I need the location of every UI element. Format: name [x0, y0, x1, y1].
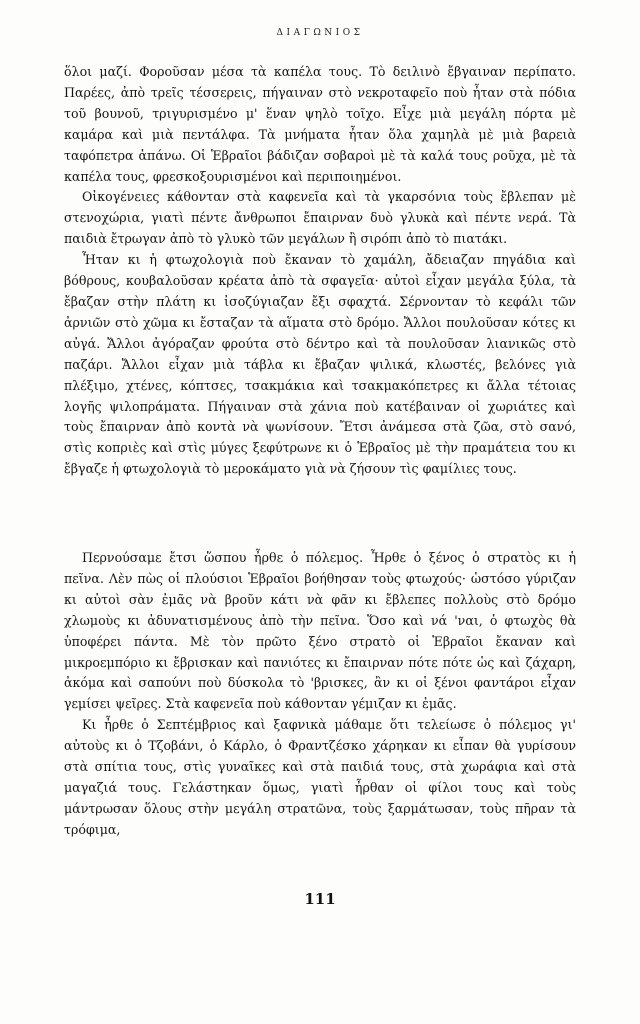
paragraph: Περνούσαμε ἔτσι ὥσπου ἦρθε ὁ πόλεμος. Ἦρθε ὁ ξένος ὁ στρατὸς κι ἡ πεῖνα. Λὲν πὼς οἱ πλούσιοι Ἑβραῖοι βοήθησαν τοὺς φτωχούς· ὡστόσο γύριζαν κι αὐτοὶ σὰν ἐμᾶς νὰ βροῦν κάτι νὰ φᾶν κι ἔβλεπες πολλοὺς στὸ δρόμο χλωμοὺς κι ἀδυνατισμένους ἀπὸ τὴν πεῖνα. Ὅσο καὶ νά 'ναι, ὁ φτωχὸς θὰ ὑποφέρει πάντα. Μὲ τὸν πρῶτο ξένο στρατὸ οἱ Ἑβραῖοι ἔκαναν καὶ μικροεμπόριο κι ἔβρισκαν καὶ πανιότες κι ἔπαιρναν πότε πότε ὡς καὶ ζάχαρη, ἀκόμα καὶ σαπούνι ποὺ δύσκολα τὸ 'βρισκες, ἂν κι οἱ ξένοι φαντάροι εἶχαν γεμίσει ψεῖρες. Στὰ καφενεῖα ποὺ κάθονταν γέμιζαν κι ἐμᾶς.: [64, 550, 576, 712]
paragraph: Κι ἦρθε ὁ Σεπτέμβριος καὶ ξαφνικὰ μάθαμε ὅτι τελείωσε ὁ πόλεμος γι' αὐτοὺς κι ὁ Τζοβάνι, ὁ Κάρλο, ὁ Φραντζέσκο χάρηκαν κι εἶπαν θὰ γυρίσουν στὰ σπίτια τους, στὶς γυναῖκες καὶ στὰ παιδιά τους, στὰ χωράφια καὶ στὰ μαγαζιά τους. Γελάστηκαν ὅμως, γιατὶ ἦρθαν οἱ φίλοι τους καὶ τοὺς μάντρωσαν ὅλους στὴν μεγάλη στρατῶνα, τοὺς ξαρμάτωσαν, τοὺς πῆραν τὰ τρόφιμα,: [64, 717, 576, 837]
text-section-1: [64, 62, 576, 480]
paragraph: Οἰκογένειες κάθονταν στὰ καφενεῖα καὶ τὰ γκαρσόνια τοὺς ἔβλεπαν μὲ στενοχώρια, γιατὶ πέντε ἄνθρωποι ἔπαιρναν δυὸ γλυκὰ καὶ πέντε νερά. Τὰ παιδιὰ ἔτρωγαν ἀπὸ τὸ γλυκὸ τῶν μεγάλων ἢ σιρόπι ἀπὸ τὸ πιατάκι.: [64, 189, 576, 247]
paragraph: ὅλοι μαζί. Φοροῦσαν μέσα τὰ καπέλα τους. Τὸ δειλινὸ ἔβγαιναν περίπατο. Παρέες, ἀπὸ τρεῖς τέσσερεις, πήγαιναν στὸ νεκροταφεῖο ποὺ ἦταν στὰ πόδια τοῦ βουνοῦ, τριγυρισμένο μ' ἕναν ψηλὸ τοῖχο. Εἶχε μιὰ μεγάλη πόρτα μὲ καμάρα καὶ μιὰ πεντάλφα. Τὰ μνήματα ἦταν ὅλα χαμηλὰ μὲ μιὰ βαρειὰ ταφόπετρα ἀπάνω. Οἱ Ἑβραῖοι βάδιζαν σοβαροὶ μὲ τὰ καλά τους ροῦχα, μὲ τὰ καπέλα τους, φρεσκοξουρισμένοι καὶ περιποιημένοι.: [64, 64, 576, 184]
text-section-2: [64, 548, 576, 841]
running-head: ΔΙΑΓΩΝΙΟΣ: [276, 28, 364, 38]
paragraph: Ἦταν κι ἡ φτωχολογιὰ ποὺ ἔκαναν τὸ χαμάλη, ἄδειαζαν πηγάδια καὶ βόθρους, κουβαλοῦσαν κρέατα ἀπὸ τὰ σφαγεῖα· αὐτοὶ εἶχαν μεγάλα ξύλα, τὰ ἔβαζαν στὴν πλάτη κι ἰσοζύγιαζαν ἔξι σφαχτά. Σέρνονταν τὸ κεφάλι τῶν ἀρνιῶν στὸ χῶμα κι ἔσταζαν τὰ αἵματα στὸ δρόμο. Ἄλλοι πουλοῦσαν κότες κι αὐγά. Ἄλλοι ἀγόραζαν φρούτα στὸ δέντρο καὶ τὰ πουλοῦσαν λιανικῶς στὸ παζάρι. Ἄλλοι εἶχαν μιὰ τάβλα κι ἔβαζαν ψιλικά, κλωστές, βελόνες γιὰ πλέξιμο, χτένες, κόπτσες, τσακμάκια καὶ τσακμακόπετρες κι ἄλλα τέτοιας λογῆς ψιλοπράματα. Πήγαιναν στὰ χάνια ποὺ κατέβαιναν οἱ χωριάτες καὶ τοὺς ἔπαιρναν ἀπὸ κοντὰ νὰ ψωνίσουν. Ἔτσι ἀνάμεσα στὰ ζῶα, στὸ σανό, στὶς κοπριὲς καὶ στὶς μύγες ξεφύτρωνε κι ὁ Ἑβραῖος μὲ τὴν πραμάτεια του κι ἔβγαζε ἡ φτωχολογιὰ τὸ μεροκάματο γιὰ νὰ ζήσουν τὶς φαμίλιες τους.: [64, 252, 576, 477]
page-number: 111: [304, 890, 336, 908]
